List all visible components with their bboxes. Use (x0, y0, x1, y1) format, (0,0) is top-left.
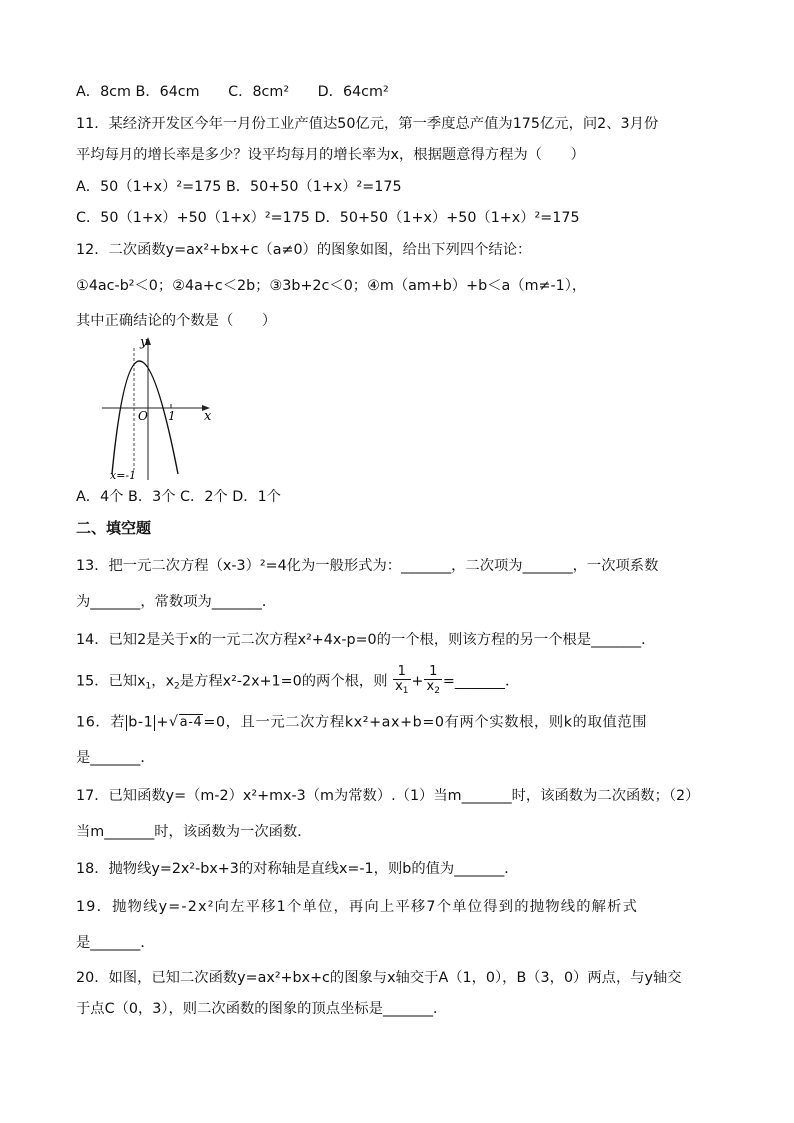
q15: 15．已知$x_1$，$x_2$是方程x²-2x+1=0的两个根，则 $\frac{1}{x_1}$ + $\frac{1}{x_2}$ =_______． (76, 664, 520, 696)
q11-line2: 平均每月的增长率是多少？设平均每月的增长率为x，根据题意得方程为（ ） (76, 147, 585, 163)
q17-line1: 17．已知函数y=（m-2）x²+mx-3（m为常数）.（1）当m_______时，该函数为二次函数；（2） (76, 788, 700, 804)
q12-line3: 其中正确结论的个数是（ ） (76, 313, 277, 329)
q15-text-b: ，x (151, 673, 175, 690)
q15-text-d: =_______． (442, 673, 520, 690)
q12-line2: ①4ac-b²＜0；②4a+c＜2b；③3b+2c＜0；④m（am+b）+b＜a（m≠-1）， (76, 278, 587, 294)
x-axis-label: x (204, 409, 212, 424)
q20-line1: 20．如图，已知二次函数y=ax²+bx+c的图象与x轴交于A（1，0），B（3，0）两点，与y轴交 (76, 970, 682, 986)
q13-line1: 13．把一元二次方程（x-3）²=4化为一般形式为：_______，二次项为_______，一次项系数 (76, 558, 659, 574)
q10-options: A．8cm B．64cm C．8cm² D．64cm² (76, 84, 389, 100)
section-fill-in-heading: 二、填空题 (76, 519, 152, 537)
q15-text-c: 是方程x²-2x+1=0的两个根，则 (179, 673, 388, 690)
fraction-1: $\frac{1}{x_1}$ (395, 664, 409, 696)
q16-text-a: 16．若 (76, 714, 126, 731)
origin-label: O (138, 409, 148, 423)
q17-line2: 当m_______时，该函数为一次函数． (76, 824, 312, 840)
q16-line1: 16．若 b-1 +√a-4=0，且一元二次方程kx²+ax+b=0有两个实数根，则k的取值范围 (76, 712, 734, 733)
q15-text-a: 15．已知x (76, 673, 146, 690)
sqrt-expression: √a-4 (168, 714, 203, 730)
q15-sub-2: 2 (174, 681, 180, 692)
parabola-figure (96, 334, 220, 482)
q19-line2: 是_______． (76, 935, 155, 951)
q11-options-cd: C．50（1+x）+50（1+x）²=175 D．50+50（1+x）+50（1+x）²=175 (76, 210, 580, 226)
q19-line1: 19．抛物线y=-2x²向左平移1个单位，再向上平移7个单位得到的抛物线的解析式 (76, 899, 639, 915)
tick-one-label: 1 (168, 409, 176, 423)
q13-line2: 为_______，常数项为_______． (76, 594, 277, 610)
symmetry-axis-label: x=-1 (110, 469, 137, 482)
q16-line2: 是_______． (76, 750, 155, 766)
q20-line2: 于点C（0，3），则二次函数的图象的顶点坐标是_______． (76, 1001, 448, 1017)
q11-line1: 11．某经济开发区今年一月份工业产值达50亿元，第一季度总产值为175亿元，问2、3月份 (76, 116, 659, 132)
q11-options-ab: A．50（1+x）²=175 B．50+50（1+x）²=175 (76, 179, 402, 195)
fraction-2: $\frac{1}{x_2}$ (426, 664, 440, 696)
q12-line1: 12．二次函数y=ax²+bx+c（a≠0）的图象如图，给出下列四个结论： (76, 242, 532, 258)
q16-abs-content: b-1 (128, 714, 154, 731)
q14: 14．已知2是关于x的一元二次方程x²+4x-p=0的一个根，则该方程的另一个根是_______． (76, 632, 656, 648)
q18: 18．抛物线y=2x²-bx+3的对称轴是直线x=-1，则b的值为_______． (76, 861, 519, 877)
q16-text-b: =0，且一元二次方程kx²+ax+b=0有两个实数根，则k的取值范围 (203, 714, 648, 731)
q12-options: A．4个 B．3个 C．2个 D．1个 (76, 489, 281, 505)
q15-sub-1: 1 (145, 681, 152, 692)
y-axis-label: y (140, 335, 148, 350)
